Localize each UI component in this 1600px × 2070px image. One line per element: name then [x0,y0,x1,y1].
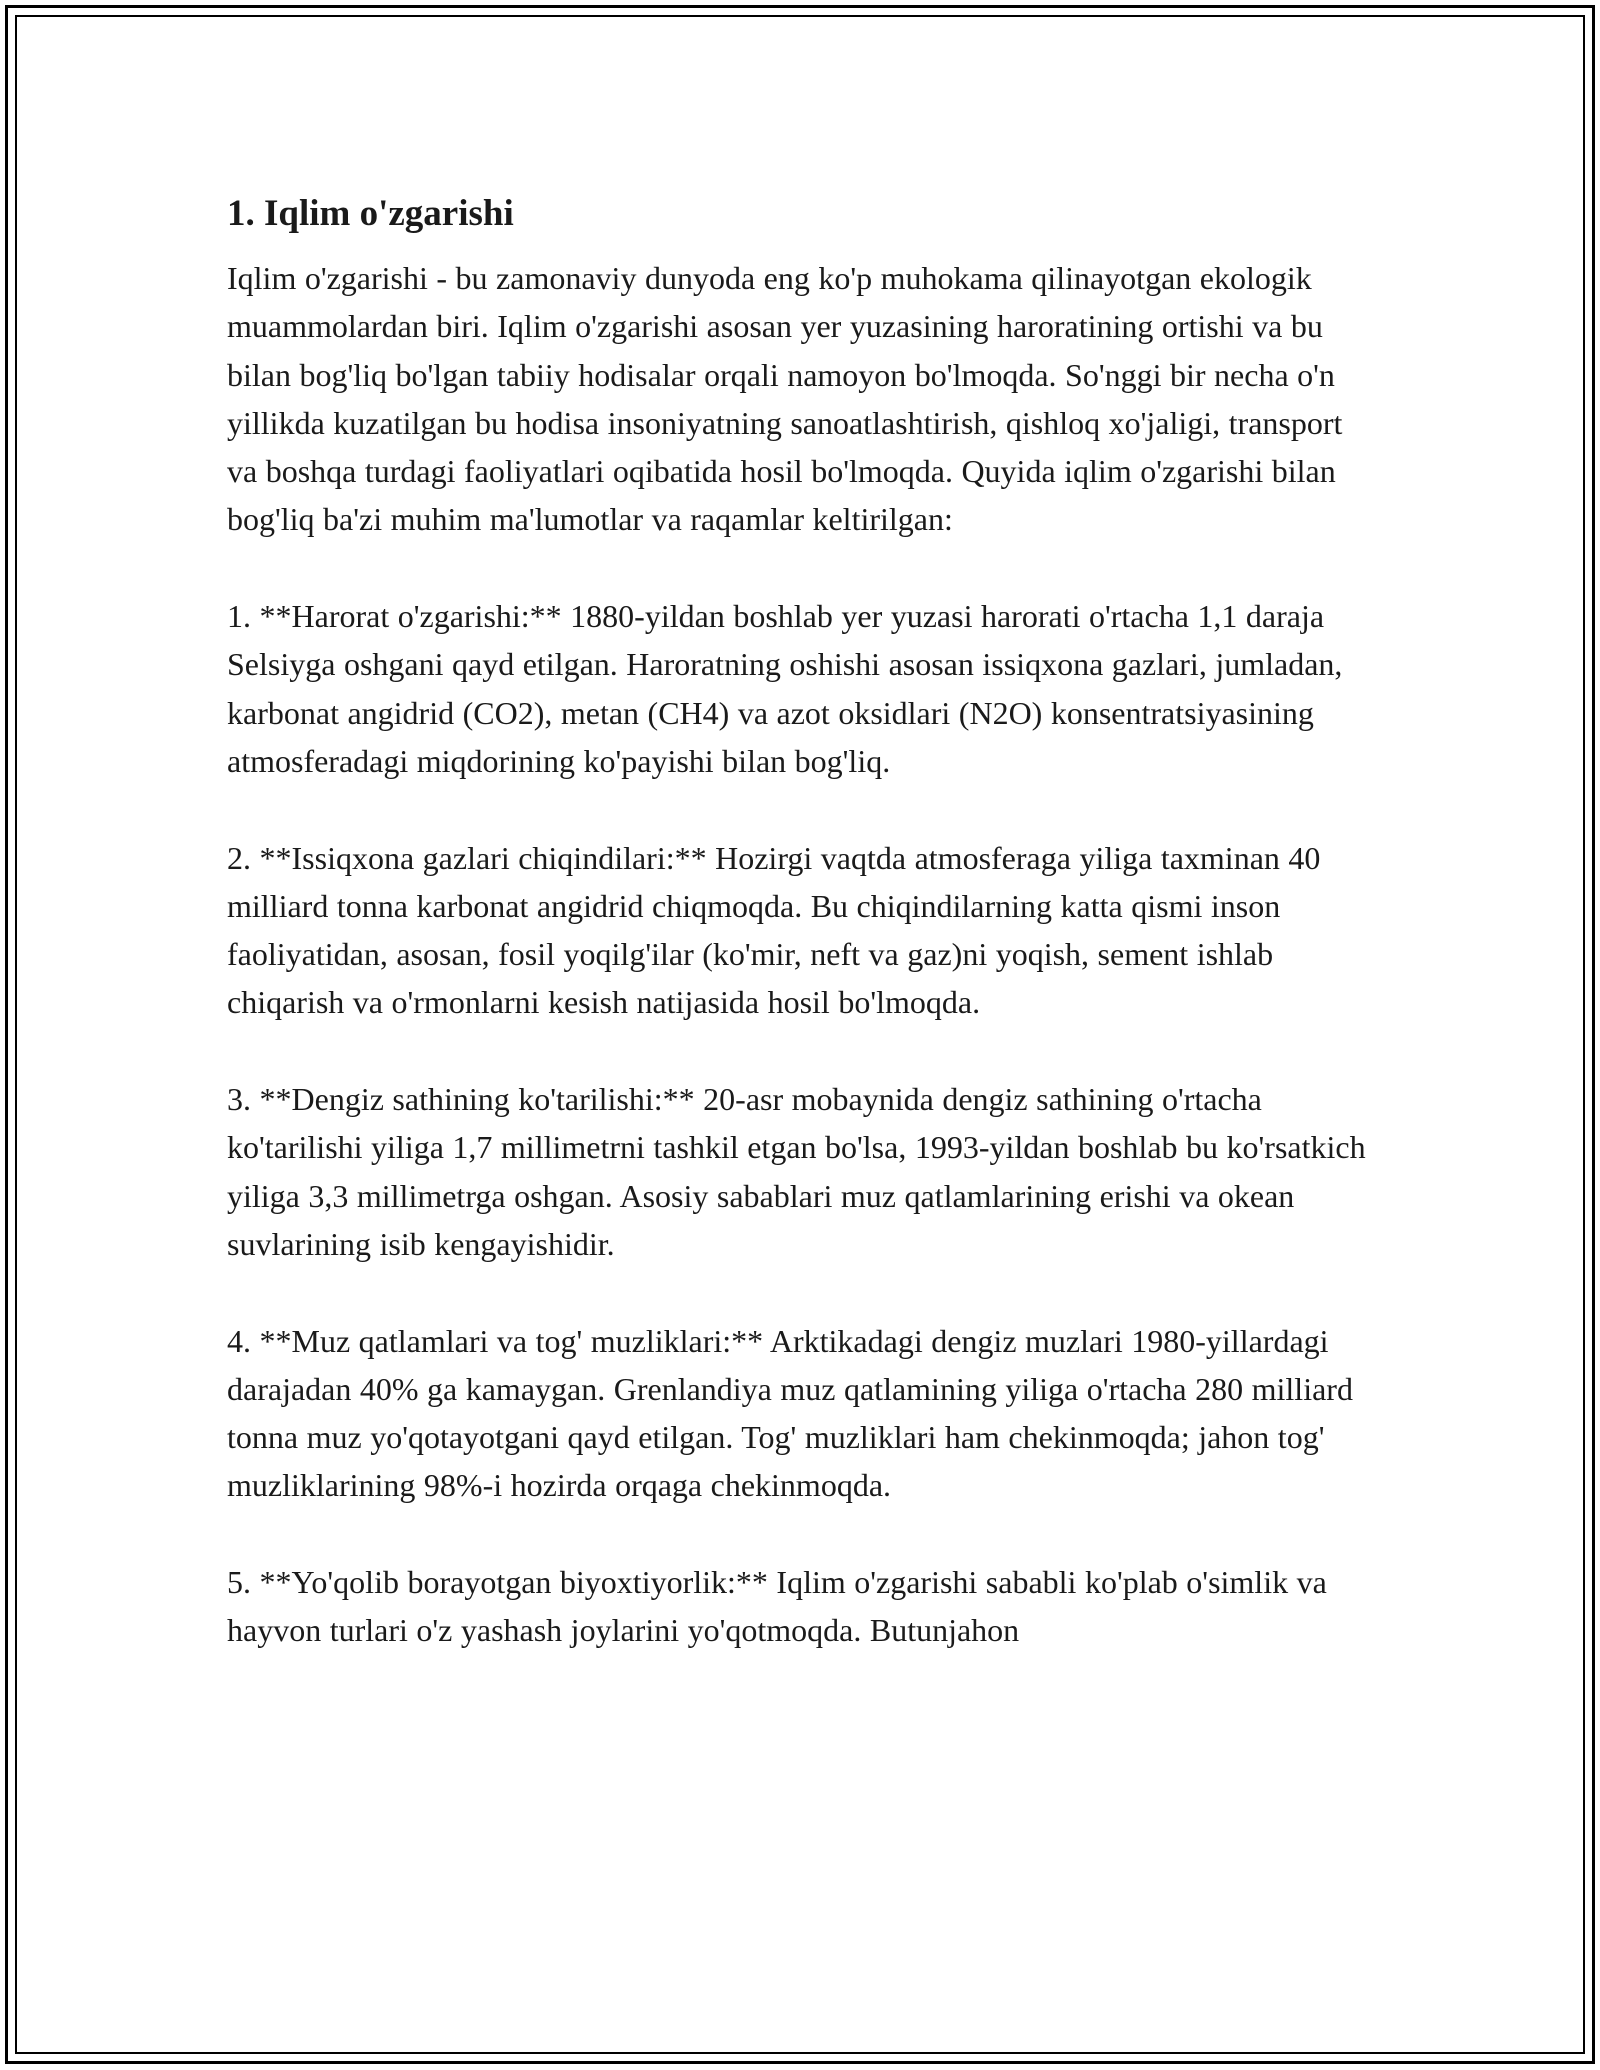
list-item-temperature: 1. **Harorat o'zgarishi:** 1880-yildan boshlab yer yuzasi harorati o'rtacha 1,1 daraja Selsiyga oshgani qayd etilgan. Haroratning oshishi asosan issiqxona gazlari, jumladan, karbonat angidrid (CO2), metan (CH4) va azot oksidlari (N2O) konsentratsiyasining atmosferadagi miqdorining ko'payishi bilan bog'liq. [227,598,1343,779]
document-body [227,186,1377,1703]
list-item-sea-level: 3. **Dengiz sathining ko'tarilishi:** 20-asr mobaynida dengiz sathining o'rtacha ko'tarilishi yiliga 1,7 millimetrni tashkil etgan bo'lsa, 1993-yildan boshlab bu ko'rsatkich yiliga 3,3 millimetrga oshgan. Asosiy sabablari muz qatlamlarining erishi va okean suvlarining isib kengayishidir. [227,1081,1366,1262]
section-heading: 1. Iqlim o'zgarishi [227,193,514,234]
intro-paragraph: Iqlim o'zgarishi - bu zamonaviy dunyoda eng ko'p muhokama qilinayotgan ekologik muammolardan biri. Iqlim o'zgarishi asosan yer yuzasining haroratining ortishi va bu bilan bog'liq bo'lgan tabiiy hodisalar orqali namoyon bo'lmoqda. So'nggi bir necha o'n yillikda kuzatilgan bu hodisa insoniyatning sanoatlashtirish, qishloq xo'jaligi, transport va boshqa turdagi faoliyatlari oqibatida hosil bo'lmoqda. Quyida iqlim o'zgarishi bilan bog'liq ba'zi muhim ma'lumotlar va raqamlar keltirilgan: [227,260,1343,538]
list-item-ice-glaciers: 4. **Muz qatlamlari va tog' muzliklari:** Arktikadagi dengiz muzlari 1980-yillardagi darajadan 40% ga kamaygan. Grenlandiya muz qatlamining yiliga o'rtacha 280 milliard tonna muz yo'qotayotgani qayd etilgan. Tog' muzliklari ham chekinmoqda; jahon tog' muzliklarining 98%-i hozirda orqaga chekinmoqda. [227,1322,1353,1504]
list-item-greenhouse-gases: 2. **Issiqxona gazlari chiqindilari:** Hozirgi vaqtda atmosferaga yiliga taxminan 40 milliard tonna karbonat angidrid chiqmoqda. Bu chiqindilarning katta qismi inson faoliyatidan, asosan, fosil yoqilg'ilar (ko'mir, neft va gaz)ni yoqish, sement ishlab chiqarish va o'rmonlarni kesish natijasida hosil bo'lmoqda. [227,839,1321,1021]
list-item-biodiversity: 5. **Yo'qolib borayotgan biyoxtiyorlik:** Iqlim o'zgarishi sababli ko'plab o'simlik va hayvon turlari o'z yashash joylarini yo'qotmoqda. Butunjahon [227,1564,1327,1649]
